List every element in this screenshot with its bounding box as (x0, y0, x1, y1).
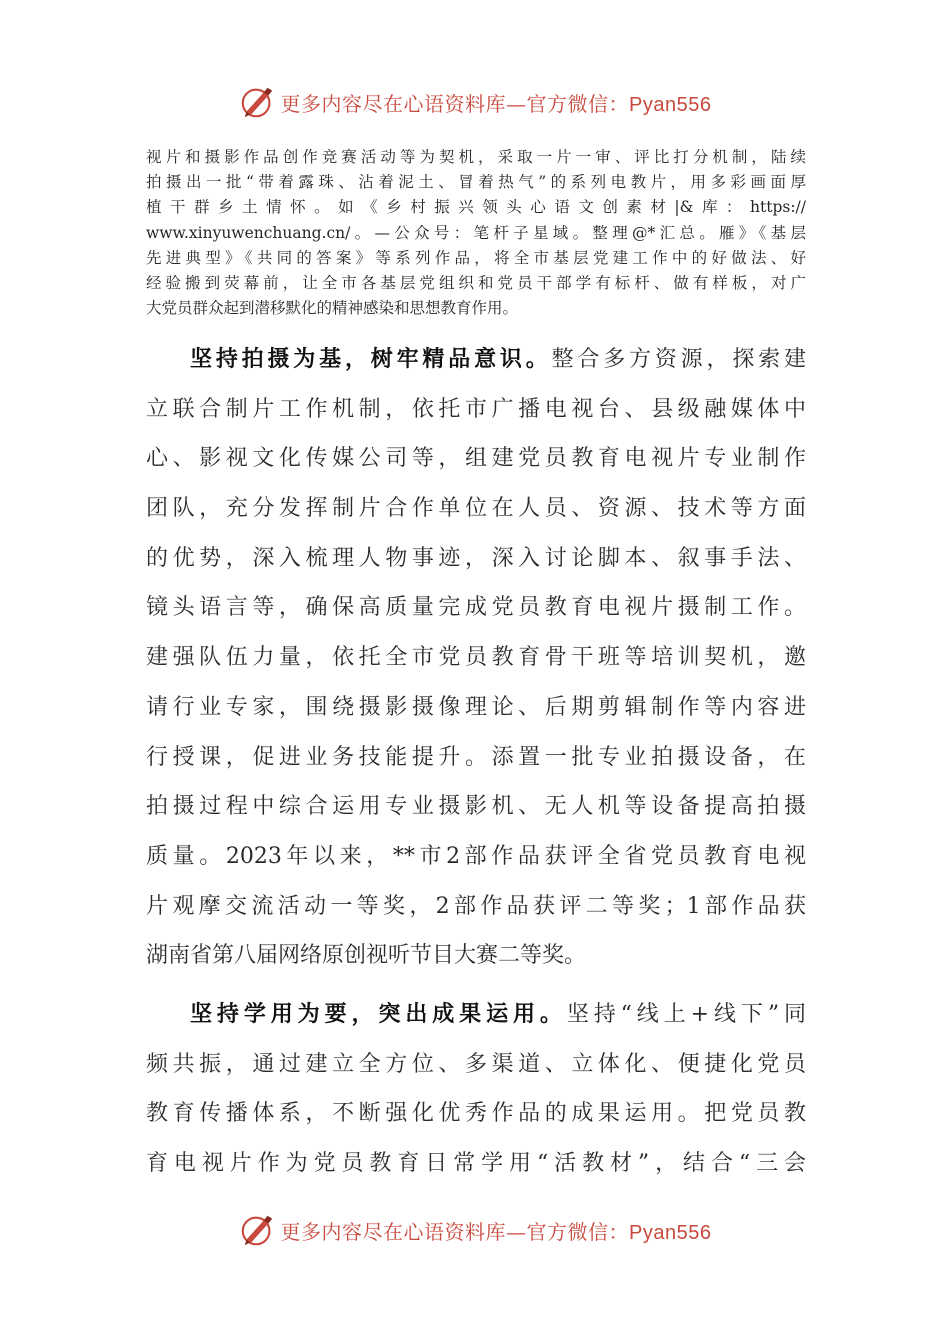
section-heading: 坚持学用为要，突出成果运用。 (190, 1001, 567, 1027)
intro-line: www.xinyuwenchuang.cn/。—公众号：笔杆子星域。整理@*汇总。雁》《基层 (146, 223, 806, 242)
footer-banner (0, 1210, 950, 1250)
paragraph-line: 片观摩交流活动一等奖，2部作品获评二等奖；1部作品获 (146, 893, 806, 919)
paragraph-line: 育电视片作为党员教育日常学用“活教材”，结合“三会 (146, 1151, 806, 1177)
paragraph-line: 心、影视文化传媒公司等，组建党员教育电视片专业制作 (146, 446, 806, 472)
section-heading: 坚持拍摄为基，树牢精品意识。 (190, 346, 552, 372)
wechat-handle: Pyan556 (629, 93, 712, 116)
paragraph-line: 拍摄过程中综合运用专业摄影机、无人机等设备提高拍摄 (146, 794, 806, 820)
paragraph-line: 的优势，深入梳理人物事迹，深入讨论脚本、叙事手法、 (146, 545, 806, 571)
section-shooting-paragraph (146, 335, 806, 981)
banner-text: 更多内容尽在心语资料库—官方微信：Pyan556 (280, 1219, 712, 1244)
paragraph-line: 团队，充分发挥制片合作单位在人员、资源、技术等方面 (146, 496, 806, 522)
paragraph-line: 质量。2023年以来，**市2部作品获评全省党员教育电视 (146, 843, 806, 869)
wechat-handle: Pyan556 (629, 1221, 712, 1244)
intro-line: 植干群乡土情怀。如《乡村振兴领头心语文创素材|&库：https:// (146, 198, 806, 217)
intro-line: 拍摄出一批“带着露珠、沾着泥土、冒着热气”的系列电教片，用多彩画面厚 (146, 173, 806, 192)
paragraph-line: 请行业专家，围绕摄影摄像理论、后期剪辑制作等内容进 (146, 694, 806, 720)
banner-text: 更多内容尽在心语资料库—官方微信：Pyan556 (280, 91, 712, 116)
intro-line: 经验搬到荧幕前，让全市各基层党组织和党员干部学有标杆、做有样板，对广 (146, 274, 806, 293)
paragraph-line: 建强队伍力量，依托全市党员教育骨干班等培训契机，邀 (146, 645, 806, 671)
pen-logo-icon (239, 83, 277, 121)
paragraph-line: 立联合制片工作机制，依托市广播电视台、县级融媒体中 (146, 396, 806, 422)
section-application-paragraph (146, 990, 806, 1189)
intro-line: 大党员群众起到潜移默化的精神感染和思想教育作用。 (146, 299, 519, 318)
section-first-line: 坚持学用为要，突出成果运用。坚持“线上+线下”同 (190, 1001, 806, 1027)
paragraph-line: 湖南省第八届网络原创视听节目大赛二等奖。 (146, 943, 587, 969)
paragraph-line: 行授课，促进业务技能提升。添置一批专业拍摄设备，在 (146, 744, 806, 770)
paragraph-line: 频共振，通过建立全方位、多渠道、立体化、便捷化党员 (146, 1051, 806, 1077)
intro-line: 视片和摄影作品创作竞赛活动等为契机，采取一片一审、评比打分机制，陆续 (146, 148, 806, 166)
section-first-line: 坚持拍摄为基，树牢精品意识。整合多方资源，探索建 (190, 346, 806, 372)
header-banner (0, 82, 950, 122)
paragraph-line: 教育传播体系，不断强化优秀作品的成果运用。把党员教 (146, 1101, 806, 1127)
paragraph-line: 镜头语言等，确保高质量完成党员教育电视片摄制工作。 (146, 595, 806, 621)
intro-paragraph (146, 145, 806, 321)
intro-line: 先进典型》《共同的答案》等系列作品，将全市基层党建工作中的好做法、好 (146, 248, 806, 267)
pen-logo-icon (239, 1211, 277, 1249)
